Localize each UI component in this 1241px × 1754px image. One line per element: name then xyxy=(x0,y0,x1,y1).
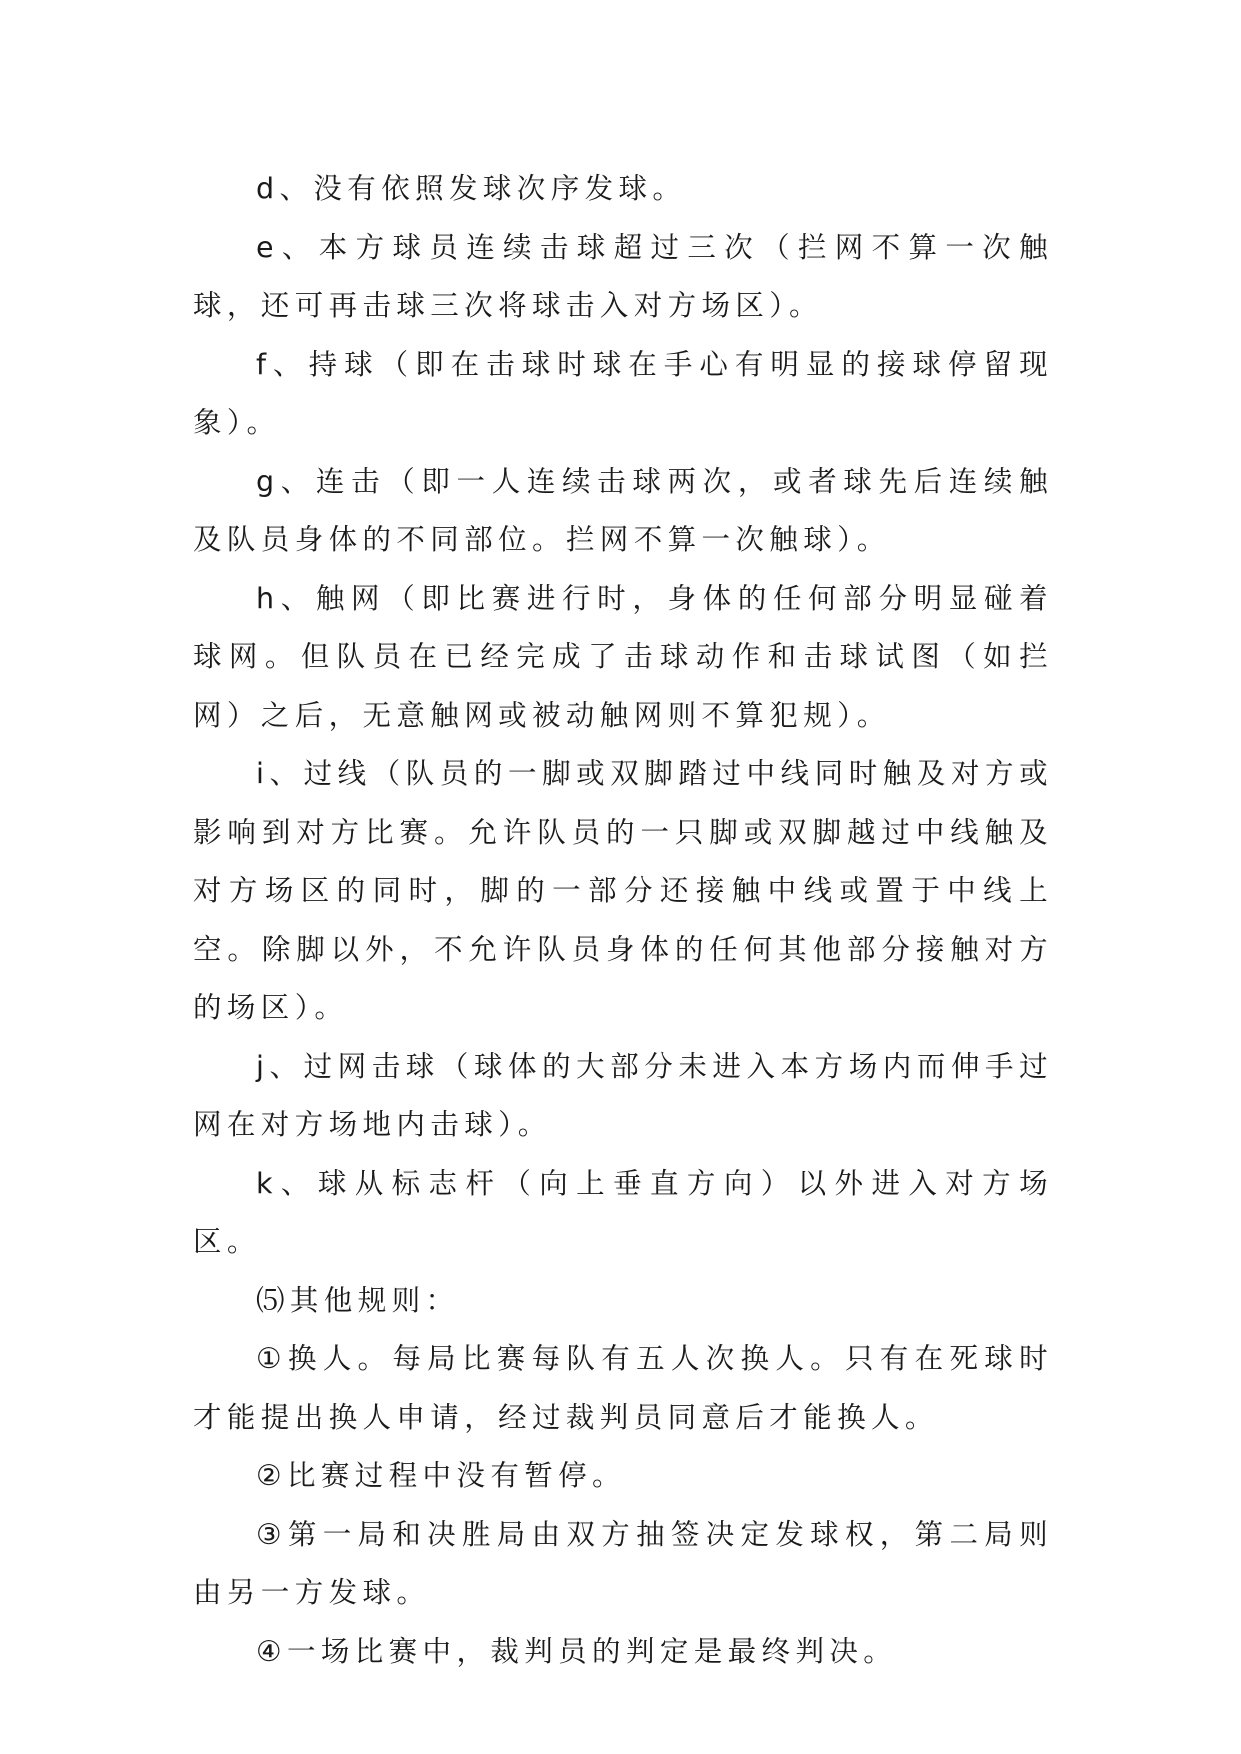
other-rule-4-paragraph: ④一场比赛中，裁判员的判定是最终判决。 xyxy=(256,1634,898,1668)
rule-g-paragraph: g、连击（即一人连续击球两次，或者球先后连续触及队员身体的不同部位。拦网不算一次触球）。 xyxy=(193,464,1053,556)
other-rule-1-paragraph: ①换人。每局比赛每队有五人次换人。只有在死球时才能提出换人申请，经过裁判员同意后才能换人。 xyxy=(193,1342,1053,1434)
other-rule-2-paragraph: ②比赛过程中没有暂停。 xyxy=(256,1459,626,1492)
document-body xyxy=(193,160,1053,1681)
rule-k-paragraph: k、球从标志杆（向上垂直方向）以外进入对方场区。 xyxy=(193,1166,1053,1258)
rule-f-paragraph: f、持球（即在击球时球在手心有明显的接球停留现象）。 xyxy=(193,347,1053,439)
rule-i-paragraph: i、过线（队员的一脚或双脚踏过中线同时触及对方或影响到对方比赛。允许队员的一只脚或双脚越过中线触及对方场区的同时，脚的一部分还接触中线或置于中线上空。除脚以外，不允许队员身体的任何其他部分接触对方的场区）。 xyxy=(193,757,1053,1024)
other-rules-heading: ⑸其他规则： xyxy=(256,1283,460,1317)
rule-d-paragraph: d、没有依照发球次序发球。 xyxy=(256,172,687,205)
rule-j-paragraph: j、过网击球（球体的大部分未进入本方场内而伸手过网在对方场地内击球）。 xyxy=(193,1049,1053,1141)
other-rule-3-paragraph: ③第一局和决胜局由双方抽签决定发球权，第二局则由另一方发球。 xyxy=(193,1517,1053,1609)
rule-h-paragraph: h、触网（即比赛进行时，身体的任何部分明显碰着球网。但队员在已经完成了击球动作和击球试图（如拦网）之后，无意触网或被动触网则不算犯规）。 xyxy=(193,581,1053,732)
rule-e-paragraph: e、本方球员连续击球超过三次（拦网不算一次触球，还可再击球三次将球击入对方场区）。 xyxy=(193,230,1053,322)
